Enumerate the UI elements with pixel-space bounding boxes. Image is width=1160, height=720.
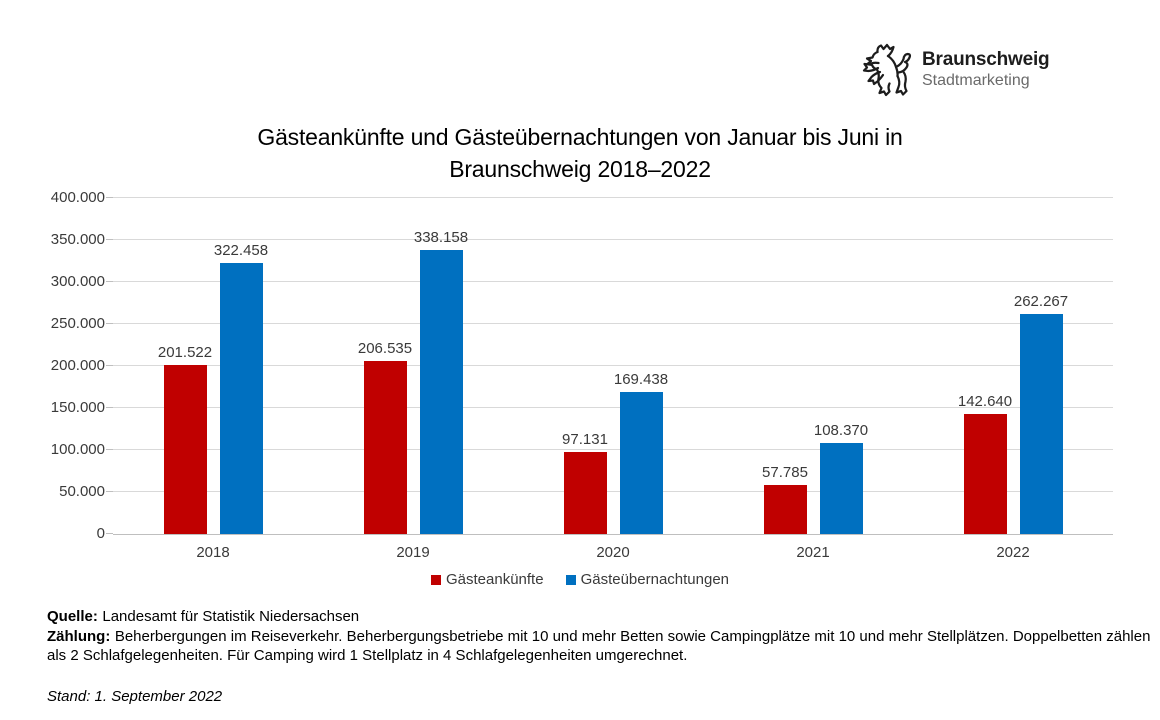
bar-value-overnight-stays-2021: 108.370 — [813, 421, 869, 439]
x-axis-label-2022: 2022 — [996, 544, 1030, 561]
x-axis-line — [113, 534, 1113, 535]
gridline — [113, 281, 1113, 282]
bar-value-arrivals-2020: 97.131 — [562, 431, 608, 449]
y-axis-tick — [106, 239, 113, 240]
y-axis-label: 50.000 — [59, 483, 105, 500]
bar-value-arrivals-2022: 142.640 — [957, 393, 1013, 411]
gridline — [113, 197, 1113, 198]
source-text: Landesamt für Statistik Niedersachsen — [102, 608, 360, 625]
y-axis-label: 250.000 — [50, 315, 105, 332]
legend-swatch-overnight-stays — [566, 575, 576, 585]
bar-value-overnight-stays-2018: 322.458 — [213, 242, 269, 260]
y-axis-label: 400.000 — [50, 189, 105, 206]
bar-value-overnight-stays-2022: 262.267 — [1013, 292, 1069, 310]
bar-value-arrivals-2021: 57.785 — [762, 464, 808, 482]
logo-subtitle: Stadtmarketing — [922, 72, 1030, 89]
y-axis-tick — [106, 197, 113, 198]
y-axis-label: 300.000 — [50, 273, 105, 290]
footer-notes — [47, 607, 1153, 666]
census-text: Beherbergungen im Reiseverkehr. Beherbergungsbetriebe mit 10 und mehr Betten sowie Campingplätze mit 10 und mehr Stellplätzen. Doppelbetten zählen als 2 Schlafgelegenheiten. Für Camping wird 1 Stellplatz in 4 Schlafgelegenheiten umgerechnet. — [47, 627, 1151, 664]
legend-item-overnight-stays — [566, 571, 729, 588]
y-axis-tick — [106, 449, 113, 450]
chart-title-line2: Braunschweig 2018–2022 — [449, 156, 711, 182]
bar-arrivals-2021 — [764, 485, 807, 534]
logo-name: Braunschweig — [922, 49, 1050, 70]
y-axis-label: 200.000 — [50, 357, 105, 374]
y-axis-tick — [106, 323, 113, 324]
bar-arrivals-2022 — [964, 414, 1007, 534]
x-axis-label-2019: 2019 — [396, 544, 430, 561]
bar-arrivals-2020 — [564, 452, 607, 534]
census-note — [47, 627, 1153, 666]
bar-value-arrivals-2019: 206.535 — [357, 339, 413, 357]
y-axis-label: 150.000 — [50, 399, 105, 416]
y-axis-tick — [106, 407, 113, 408]
x-axis-label-2021: 2021 — [796, 544, 830, 561]
bar-overnight-stays-2022 — [1020, 314, 1063, 534]
bar-value-arrivals-2018: 201.522 — [157, 343, 213, 361]
chart-legend — [0, 571, 1160, 588]
y-axis-tick — [106, 491, 113, 492]
date-note: Stand: 1. September 2022 — [47, 688, 223, 705]
bar-value-overnight-stays-2019: 338.158 — [413, 228, 469, 246]
chart-title-line1: Gästeankünfte und Gästeübernachtungen von Januar bis Juni in — [257, 124, 903, 150]
y-axis-tick — [106, 281, 113, 282]
y-axis-label: 350.000 — [50, 231, 105, 248]
legend-label-arrivals: Gästeankünfte — [445, 571, 544, 588]
y-axis-label: 0 — [96, 525, 105, 542]
bar-overnight-stays-2018 — [220, 263, 263, 534]
source-note — [47, 607, 1153, 627]
bar-overnight-stays-2020 — [620, 392, 663, 534]
x-axis-label-2018: 2018 — [196, 544, 230, 561]
legend-label-overnight-stays: Gästeübernachtungen — [580, 571, 730, 588]
y-axis-tick — [106, 533, 113, 534]
bar-overnight-stays-2021 — [820, 443, 863, 534]
gridline — [113, 323, 1113, 324]
x-axis-label-2020: 2020 — [596, 544, 630, 561]
gridline — [113, 365, 1113, 366]
legend-swatch-arrivals — [431, 575, 441, 585]
bar-value-overnight-stays-2020: 169.438 — [613, 370, 669, 388]
source-label: Quelle: — [47, 608, 98, 625]
bar-overnight-stays-2019 — [420, 250, 463, 534]
census-label: Zählung: — [47, 627, 111, 645]
y-axis-tick — [106, 365, 113, 366]
bar-arrivals-2019 — [364, 361, 407, 534]
legend-item-arrivals — [431, 571, 544, 588]
y-axis-label: 100.000 — [50, 441, 105, 458]
gridline — [113, 239, 1113, 240]
bar-arrivals-2018 — [164, 365, 207, 534]
